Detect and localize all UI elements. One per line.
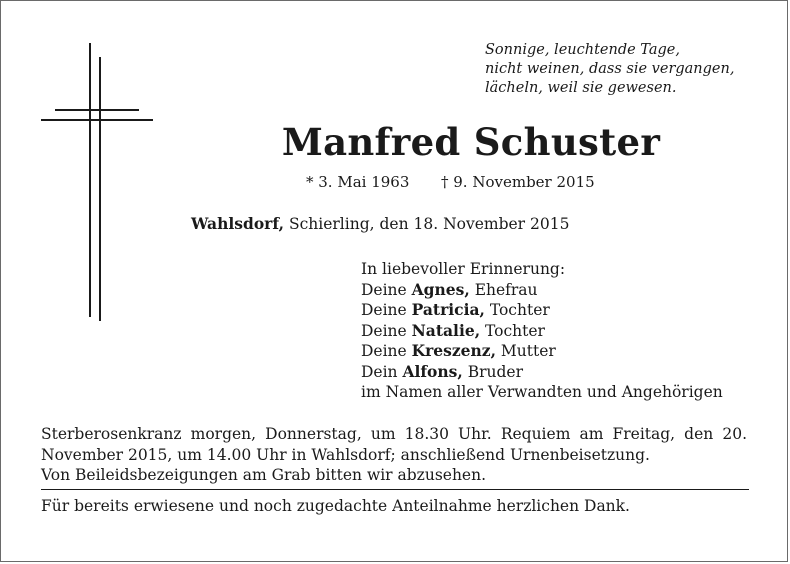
mourner-row: [361, 300, 723, 321]
mourners-intro: In liebevoller Erinnerung:: [361, 260, 566, 278]
mourner-name: Alfons,: [402, 361, 463, 381]
mourner-prefix: Deine: [361, 342, 412, 360]
mourner-prefix: Deine: [361, 280, 412, 299]
condolences-note: Von Beileidsbezeigungen am Grab bitten wir abzusehen.: [41, 466, 487, 484]
mourner-relation: Tochter: [480, 321, 545, 340]
mourner-name: Agnes,: [411, 279, 470, 299]
poem-line: lächeln, weil sie gewesen.: [485, 80, 677, 96]
birth-date: * 3. Mai 1963: [306, 173, 410, 191]
mourners-list: [361, 259, 723, 403]
mourner-relation: Tochter: [484, 301, 550, 319]
mourner-row: [361, 280, 723, 301]
mourner-relation: Ehefrau: [469, 280, 538, 299]
place-name: Wahlsdorf,: [191, 214, 285, 233]
cross-icon: [41, 43, 153, 321]
mourner-row: [361, 321, 723, 342]
mourner-prefix: Dein: [361, 362, 403, 381]
mourner-name: Natalie,: [411, 320, 481, 340]
mourner-row: [361, 341, 723, 362]
memorial-poem: [485, 41, 734, 98]
death-date: † 9. November 2015: [441, 173, 595, 191]
mourner-prefix: Deine: [361, 321, 412, 340]
mourner-name: Kreszenz,: [411, 341, 496, 360]
deceased-name: Manfred Schuster: [281, 120, 661, 164]
mourner-name: Patricia,: [411, 300, 485, 319]
mourners-closing: im Namen aller Verwandten und Angehörigen: [361, 383, 723, 401]
place-date: [191, 214, 569, 233]
poem-line: Sonnige, leuchtende Tage,: [485, 42, 680, 58]
mourner-relation: Bruder: [462, 362, 523, 381]
place-date-rest: Schierling, den 18. November 2015: [284, 215, 570, 233]
mourner-relation: Mutter: [496, 342, 556, 360]
divider: [41, 489, 749, 490]
mourner-row: [361, 362, 723, 383]
funeral-info: Sterberosenkranz morgen, Donnerstag, um 18.30 Uhr. Requiem am Freitag, den 20. November 2015, um 14.00 Uhr in Wahlsdorf; anschließend Urnenbeisetzung.: [41, 425, 747, 464]
poem-line: nicht weinen, dass sie vergangen,: [485, 61, 735, 77]
mourner-prefix: Deine: [361, 301, 412, 319]
thanks-note: Für bereits erwiesene und noch zugedachte Anteilnahme herzlichen Dank.: [41, 497, 630, 515]
